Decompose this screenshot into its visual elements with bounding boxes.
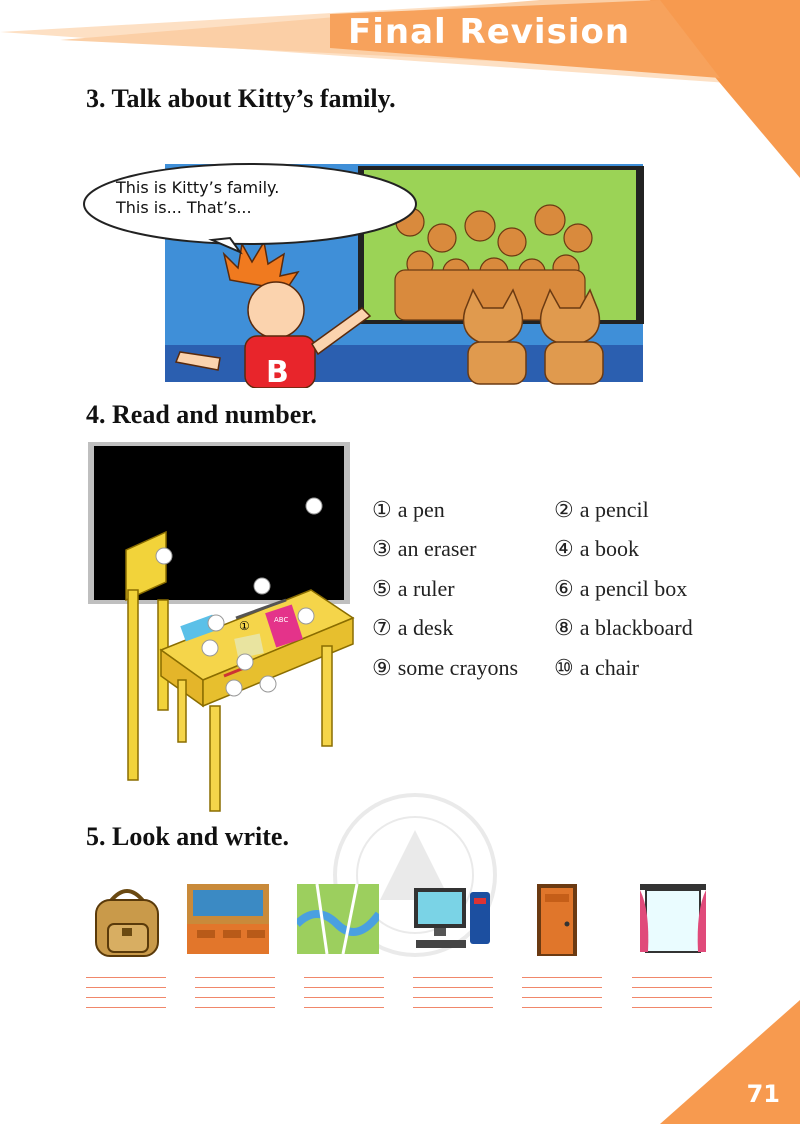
vocab-item: ⑦ a desk [372, 615, 454, 640]
example-number: ① [239, 619, 250, 633]
vocab-item: ③ an eraser [372, 536, 477, 561]
schoolbag-picture [86, 884, 168, 958]
vocab-item: ① a pen [372, 497, 445, 522]
window-picture [632, 884, 714, 958]
header-title: Final Revision [348, 12, 631, 52]
writing-lines[interactable] [413, 977, 493, 1017]
speech-bubble-text [116, 178, 326, 218]
section-5-title: 5. Look and write. [86, 822, 289, 851]
shirt-letter: B [266, 355, 289, 388]
writing-lines[interactable] [195, 977, 275, 1017]
door-picture [525, 884, 607, 958]
classroom-picture [187, 884, 269, 958]
writing-lines[interactable] [304, 977, 384, 1017]
vocab-item: ② a pencil [554, 497, 649, 522]
vocab-item: ⑧ a blackboard [554, 615, 693, 640]
bubble-line-2: This is... That’s... [116, 198, 252, 217]
vocab-item: ⑤ a ruler [372, 576, 455, 601]
vocab-item: ⑩ a chair [554, 655, 639, 680]
section-4-title: 4. Read and number. [86, 400, 317, 429]
vocab-item: ⑨ some crayons [372, 655, 519, 680]
writing-lines[interactable] [522, 977, 602, 1017]
computer-picture [410, 884, 492, 958]
page-number: 71 [746, 1080, 780, 1108]
writing-lines[interactable] [86, 977, 166, 1017]
classroom-illustration [86, 440, 356, 815]
map-picture [297, 884, 379, 958]
section-3-title: 3. Talk about Kitty’s family. [86, 84, 396, 113]
book-label: ABC [274, 616, 289, 624]
bubble-line-1: This is Kitty’s family. [116, 178, 280, 197]
vocab-item: ⑥ a pencil box [554, 576, 688, 601]
vocab-item: ④ a book [554, 536, 639, 561]
